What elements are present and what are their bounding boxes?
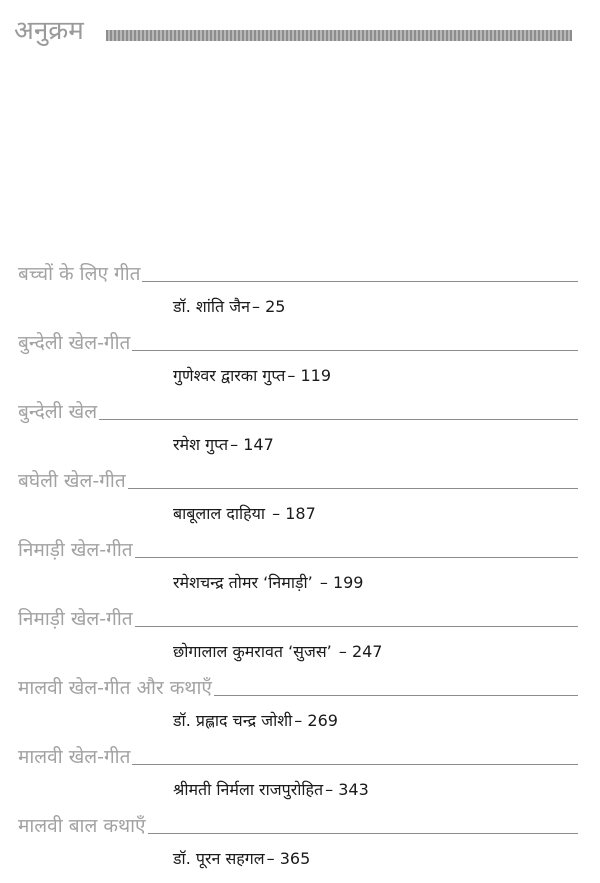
toc-entry-heading: मालवी खेल-गीत xyxy=(18,746,131,768)
toc-entry-heading: निमाड़ी खेल-गीत xyxy=(18,539,133,561)
toc-entry[interactable] xyxy=(18,469,578,538)
toc-entry-author: बाबूलाल दाहिया – 187 xyxy=(173,504,316,523)
toc-entry-rule xyxy=(99,419,578,420)
toc-entry[interactable] xyxy=(18,538,578,607)
toc-entry-page: – 187 xyxy=(267,504,316,523)
toc-entry-rule xyxy=(142,281,578,282)
toc-entry-page: – 199 xyxy=(314,573,364,592)
toc-entry-page: – 343 xyxy=(325,780,369,799)
toc-entry[interactable] xyxy=(18,331,578,400)
toc-entry[interactable] xyxy=(18,262,578,331)
toc-entry-rule xyxy=(135,626,578,627)
toc-entry-author: रमेश गुप्त – 147 xyxy=(173,435,274,454)
toc-entry-page: – 147 xyxy=(230,435,274,454)
toc-entry-author: डॉ. पूरन सहगल – 365 xyxy=(173,849,311,868)
toc-entry-rule xyxy=(135,557,578,558)
toc-entry-page: – 365 xyxy=(266,849,311,868)
toc-entry-author: छोगालाल कुमरावत ‘सुजस’ – 247 xyxy=(173,642,383,661)
toc-entry-heading: मालवी खेल-गीत और कथाएँ xyxy=(18,677,212,699)
title-decorative-bar xyxy=(106,30,572,41)
toc-entry-author: गुणेश्वर द्वारका गुप्त – 119 xyxy=(173,366,331,385)
toc-entry-page: – 119 xyxy=(287,366,331,385)
toc-entry-author: रमेशचन्द्र तोमर ‘निमाड़ी’ – 199 xyxy=(173,573,364,592)
toc-entry[interactable] xyxy=(18,607,578,676)
toc-entry[interactable] xyxy=(18,745,578,814)
toc-entry-heading: मालवी बाल कथाएँ xyxy=(18,815,146,837)
toc-entry-rule xyxy=(148,833,578,834)
toc-entry-author: डॉ. शांति जैन – 25 xyxy=(173,297,286,316)
toc-entry-heading: बुन्देली खेल xyxy=(18,401,98,423)
toc-entry-heading: निमाड़ी खेल-गीत xyxy=(18,608,133,630)
toc-entry-heading: बघेली खेल-गीत xyxy=(18,470,126,492)
toc-entry[interactable] xyxy=(18,676,578,745)
toc-entry-author: श्रीमती निर्मला राजपुरोहित – 343 xyxy=(173,780,369,799)
page-title: अनुक्रम xyxy=(14,16,84,46)
toc-entry-rule xyxy=(214,695,578,696)
table-of-contents xyxy=(18,262,578,883)
toc-entry-page: – 247 xyxy=(333,642,383,661)
toc-entry-rule xyxy=(132,350,578,351)
toc-entry-rule xyxy=(132,764,578,765)
toc-entry-heading: बुन्देली खेल-गीत xyxy=(18,332,131,354)
toc-entry[interactable] xyxy=(18,400,578,469)
toc-entry-rule xyxy=(128,488,578,489)
toc-entry-heading: बच्चों के लिए गीत xyxy=(18,263,141,285)
toc-entry-page: – 25 xyxy=(252,297,286,316)
toc-entry-author: डॉ. प्रह्लाद चन्द्र जोशी – 269 xyxy=(173,711,338,730)
toc-entry-page: – 269 xyxy=(294,711,338,730)
